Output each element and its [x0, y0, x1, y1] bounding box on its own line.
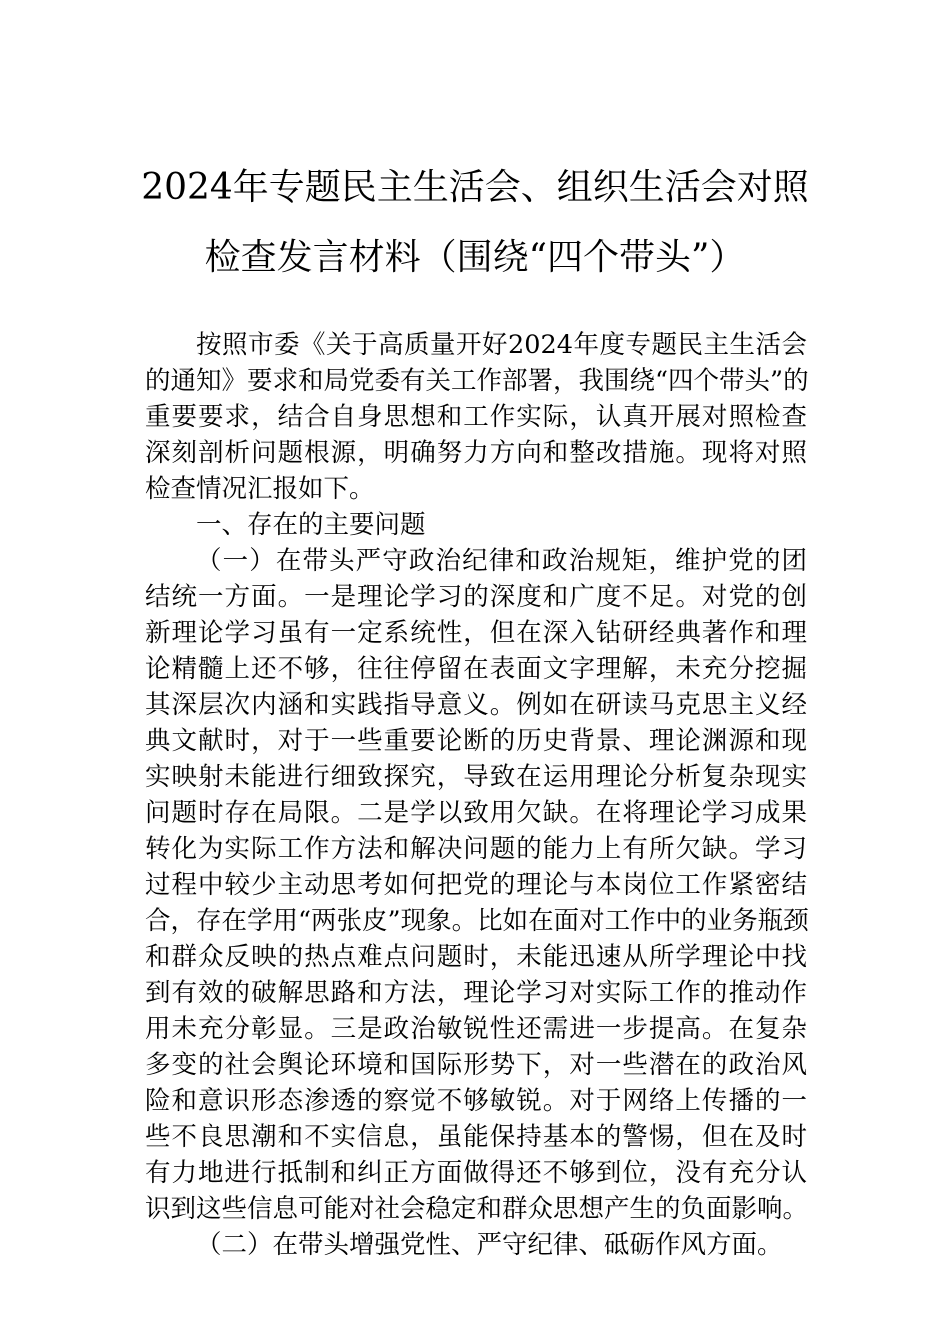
- text-line: 有力地进行抵制和纠正方面做得还不够到位，没有充分认: [145, 1158, 807, 1188]
- document-title-line-1: 2024年专题民主生活会、组织生活会对照: [141, 167, 809, 208]
- text-line: 实映射未能进行细致探究，导致在运用理论分析复杂现实: [145, 762, 807, 792]
- text-line: 识到这些信息可能对社会稳定和群众思想产生的负面影响。: [145, 1194, 809, 1224]
- text-line: 典文献时，对于一些重要论断的历史背景、理论渊源和现: [145, 726, 807, 756]
- text-line: （二）在带头增强党性、严守纪律、砥砺作风方面。: [196, 1230, 783, 1260]
- text-line: 结统一方面。一是理论学习的深度和广度不足。对党的创: [145, 582, 807, 612]
- text-line: 些不良思潮和不实信息，虽能保持基本的警惕，但在及时: [145, 1122, 807, 1152]
- paragraph: [145, 327, 807, 507]
- text-line: 新理论学习虽有一定系统性，但在深入钻研经典著作和理: [145, 618, 807, 648]
- text-line: 合，存在学用“两张皮”现象。比如在面对工作中的业务瓶颈: [145, 906, 809, 936]
- text-line: 按照市委《关于高质量开好2024年度专题民主生活会: [196, 330, 807, 360]
- paragraph: [145, 1227, 807, 1263]
- document-title-line-2: 检查发言材料（围绕“四个带头”）: [204, 237, 746, 278]
- text-line: 其深层次内涵和实践指导意义。例如在研读马克思主义经: [145, 690, 807, 720]
- text-line: 深刻剖析问题根源，明确努力方向和整改措施。现将对照: [145, 438, 807, 468]
- text-line: 论精髓上还不够，往往停留在表面文字理解，未充分挖掘: [145, 654, 807, 684]
- text-line: 到有效的破解思路和方法，理论学习对实际工作的推动作: [145, 978, 807, 1008]
- text-line: 和群众反映的热点难点问题时，未能迅速从所学理论中找: [145, 942, 807, 972]
- text-line: 用未充分彰显。三是政治敏锐性还需进一步提高。在复杂: [145, 1014, 807, 1044]
- document-body: [145, 327, 807, 1263]
- text-line: 问题时存在局限。二是学以致用欠缺。在将理论学习成果: [145, 798, 807, 828]
- text-line: 多变的社会舆论环境和国际形势下，对一些潜在的政治风: [145, 1050, 807, 1080]
- text-line: （一）在带头严守政治纪律和政治规矩，维护党的团: [196, 546, 807, 576]
- text-line: 一、存在的主要问题: [196, 510, 426, 540]
- text-line: 检查情况汇报如下。: [145, 474, 375, 504]
- text-line: 险和意识形态渗透的察觉不够敏锐。对于网络上传播的一: [145, 1086, 807, 1116]
- paragraph: [145, 543, 807, 1227]
- text-line: 重要要求，结合自身思想和工作实际，认真开展对照检查: [145, 402, 807, 432]
- text-line: 的通知》要求和局党委有关工作部署，我围绕“四个带头”的: [145, 366, 809, 396]
- text-line: 过程中较少主动思考如何把党的理论与本岗位工作紧密结: [145, 870, 807, 900]
- section-heading: [145, 507, 807, 543]
- text-line: 转化为实际工作方法和解决问题的能力上有所欠缺。学习: [145, 834, 807, 864]
